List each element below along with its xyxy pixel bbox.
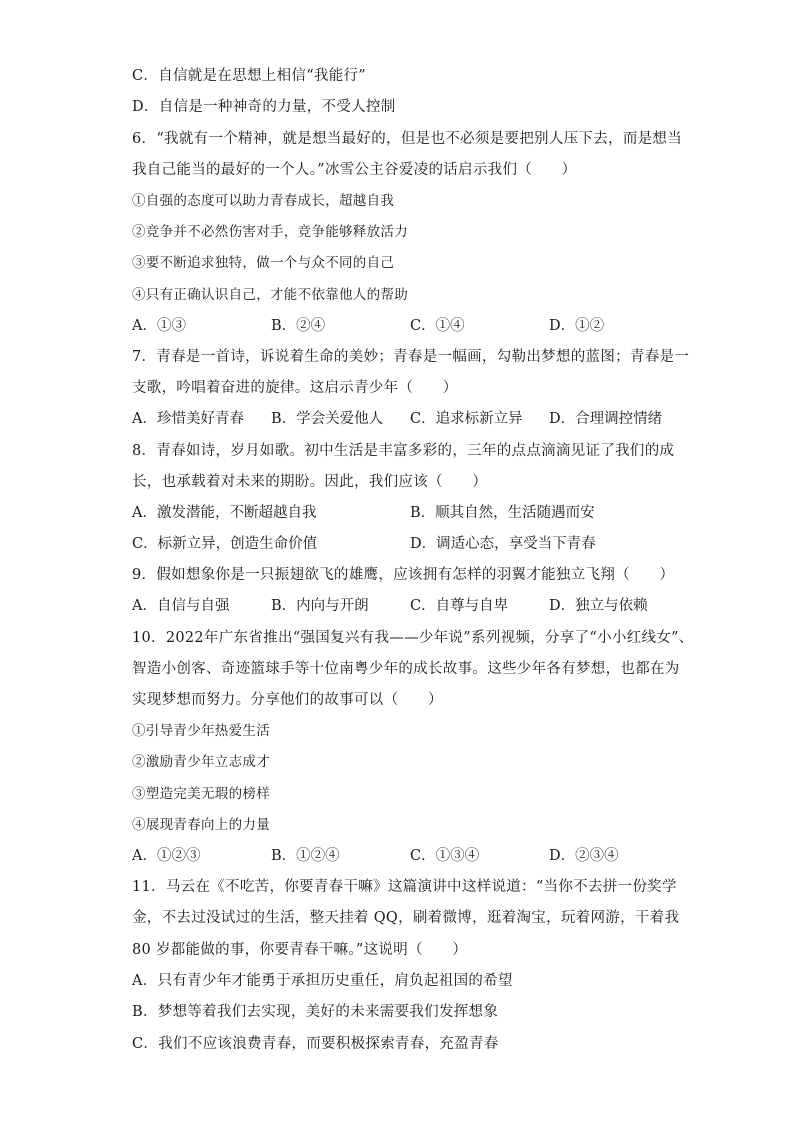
q10-options-row (132, 846, 692, 866)
q9-option-b: B．内向与开朗 (271, 598, 369, 614)
q7-option-a: A．珍惜美好青春 (132, 411, 244, 427)
q10-stem-line-2: 智造小创客、奇迹篮球手等十位南粤少年的成长故事。这些少年各有梦想，也都在为 (132, 661, 680, 677)
q8-options-row-1 (132, 503, 692, 523)
q6-option-a: A．①③ (132, 318, 186, 334)
q6-item-4: ④只有正确认识自己，才能不依靠他人的帮助 (132, 287, 408, 303)
q8-option-b: B．顺其自然，生活随遇而安 (410, 505, 595, 521)
q10-option-c: C．①③④ (410, 848, 480, 864)
q8-option-d: D．调适心态，享受当下青春 (410, 536, 596, 552)
q7-stem-line-1: 7．青春是一首诗，诉说着生命的美妙；青春是一幅画，勾勒出梦想的蓝图；青春是一 (132, 349, 690, 365)
q11-stem-line-3: 80 岁都能做的事，你要青春干嘛。”这说明（ ） (132, 942, 468, 958)
q6-option-c: C．①④ (410, 318, 465, 334)
q10-item-4: ④展现青春向上的力量 (132, 817, 270, 833)
q10-option-d: D．②③④ (549, 848, 619, 864)
q7-stem-line-2: 支歌，吟唱着奋进的旋律。这启示青少年（ ） (132, 380, 458, 396)
q11-stem-line-2: 金，不去过没试过的生活，整天挂着 QQ，刷着微博，逛着淘宝，玩着网游，干着我 (132, 910, 680, 926)
q7-option-c: C．追求标新立异 (410, 411, 523, 427)
q11-option-c: C．我们不应该浪费青春，而要积极探索青春，充盈青春 (132, 1036, 499, 1052)
q6-item-2: ②竞争并不必然伤害对手，竞争能够释放活力 (132, 224, 408, 240)
q10-item-3: ③塑造完美无瑕的榜样 (132, 786, 270, 802)
q7-option-b: B．学会关爱他人 (271, 411, 384, 427)
q5-option-c: C．自信就是在思想上相信“我能行” (132, 68, 367, 84)
q6-stem-line-1: 6．“我就有一个精神，就是想当最好的，但是也不必须是要把别人压下去，而是想当 (132, 131, 683, 147)
q6-option-b: B．②④ (271, 318, 326, 334)
q8-option-c: C．标新立异，创造生命价值 (132, 536, 318, 552)
q6-item-3: ③要不断追求独特，做一个与众不同的自己 (132, 255, 395, 271)
q9-option-a: A．自信与自强 (132, 598, 230, 614)
q9-option-c: C．自尊与自卑 (410, 598, 509, 614)
q7-option-d: D．合理调控情绪 (549, 411, 663, 427)
q6-item-1: ①自强的态度可以助力青春成长，超越自我 (132, 193, 395, 209)
q11-option-a: A．只有青少年才能勇于承担历史重任，肩负起祖国的希望 (132, 973, 513, 989)
q11-stem-line-1: 11．马云在《不吃苦，你要青春干嘛》这篇演讲中这样说道：“当你不去拼一份奖学 (132, 879, 677, 895)
q8-stem-line-1: 8．青春如诗，岁月如歌。初中生活是丰富多彩的，三年的点点滴滴见证了我们的成 (132, 443, 675, 459)
q9-stem: 9．假如想象你是一只振翅欲飞的雄鹰，应该拥有怎样的羽翼才能独立飞翔（ ） (132, 567, 675, 583)
q10-option-b: B．①②④ (271, 848, 340, 864)
q6-option-d: D．①② (549, 318, 605, 334)
q6-stem-line-2: 我自己能当的最好的一个人。”冰雪公主谷爱凌的话启示我们（ ） (132, 162, 577, 178)
q10-stem-line-3: 实现梦想而努力。分享他们的故事可以（ ） (132, 692, 443, 708)
q8-options-row-2 (132, 534, 692, 554)
q6-options-row (132, 316, 692, 336)
q8-stem-line-2: 长，也承载着对未来的期盼。因此，我们应该（ ） (132, 474, 488, 490)
q9-options-row (132, 596, 692, 616)
q10-option-a: A．①②③ (132, 848, 201, 864)
q5-option-d: D．自信是一种神奇的力量，不受人控制 (132, 99, 396, 115)
q10-stem-line-1: 10．2022年广东省推出“强国复兴有我——少年说”系列视频，分享了“小小红线女”、 (132, 630, 694, 646)
q10-item-2: ②激励青少年立志成才 (132, 754, 270, 770)
q11-option-b: B．梦想等着我们去实现，美好的未来需要我们发挥想象 (132, 1004, 499, 1020)
q7-options-row (132, 409, 692, 429)
q9-option-d: D．独立与依赖 (549, 598, 648, 614)
q10-item-1: ①引导青少年热爱生活 (132, 723, 270, 739)
q8-option-a: A．激发潜能，不断超越自我 (132, 505, 317, 521)
